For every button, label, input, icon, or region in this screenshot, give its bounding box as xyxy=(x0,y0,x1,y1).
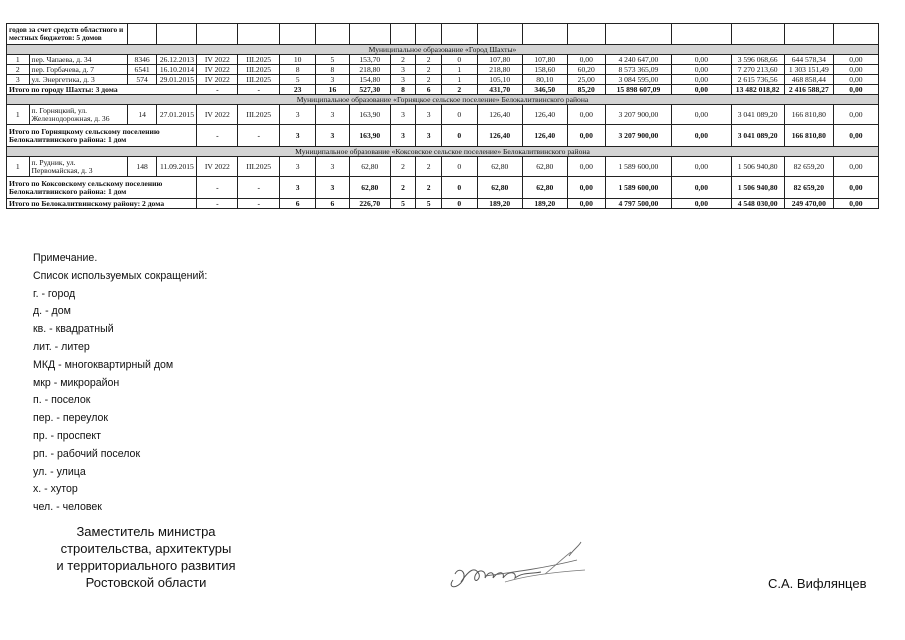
table-cell: 189,20 xyxy=(522,199,567,209)
table-cell xyxy=(784,24,833,45)
total-label: Итого по Горняцкому сельскому поселению Белокалитвинского района: 1 дом xyxy=(7,125,197,147)
abbreviation-item: чел. - человек xyxy=(33,501,102,514)
table-cell: 82 659,20 xyxy=(784,157,833,177)
table-cell: - xyxy=(197,125,238,147)
register-table-body xyxy=(7,24,879,209)
table-cell: 0,00 xyxy=(672,105,731,125)
table-cell: 153,70 xyxy=(349,55,390,65)
section-title: Муниципальное образование «Горняцкое сельское поселение» Белокалитвинского района xyxy=(7,95,879,105)
table-cell: 3 xyxy=(280,157,316,177)
table-cell: 26.12.2013 xyxy=(157,55,197,65)
abbreviation-item: д. - дом xyxy=(33,305,71,318)
table-cell: 1 303 151,49 xyxy=(784,65,833,75)
table-cell: 148 xyxy=(127,157,157,177)
table-cell xyxy=(441,24,477,45)
table-cell: - xyxy=(197,85,238,95)
table-cell: 3 596 068,66 xyxy=(731,55,784,65)
table-cell: 0,00 xyxy=(833,125,878,147)
table-cell: 249 470,00 xyxy=(784,199,833,209)
abbreviation-item: кв. - квадратный xyxy=(33,323,114,336)
table-cell: 1 xyxy=(441,65,477,75)
table-cell: 3 041 089,20 xyxy=(731,125,784,147)
table-cell: 2 xyxy=(416,55,442,65)
table-row xyxy=(7,157,879,177)
table-cell: IV 2022 xyxy=(197,105,238,125)
abbreviation-item: рп. - рабочий поселок xyxy=(33,447,141,460)
table-cell: - xyxy=(238,199,280,209)
table-cell: 5 xyxy=(316,55,350,65)
table-cell: 62,80 xyxy=(349,177,390,199)
table-cell: 107,80 xyxy=(477,55,522,65)
table-cell: IV 2022 xyxy=(197,75,238,85)
table-cell: 0 xyxy=(441,177,477,199)
signatory-title xyxy=(30,523,262,591)
signatory-title-line: и территориального развития xyxy=(56,558,236,573)
table-cell: 0,00 xyxy=(567,125,605,147)
total-label: Итого по Белокалитвинскому району: 2 дома xyxy=(7,199,197,209)
table-cell: 62,80 xyxy=(522,157,567,177)
abbreviation-item: ул. - улица xyxy=(33,465,86,478)
table-cell: п. Горняцкий, ул. Железнодорожная, д. 36 xyxy=(29,105,127,125)
table-cell: 3 xyxy=(280,125,316,147)
top-fragment-row xyxy=(7,24,879,45)
table-cell: 1 589 600,00 xyxy=(605,177,672,199)
table-cell: 6 xyxy=(416,85,442,95)
table-cell: 14 xyxy=(127,105,157,125)
signatory-title-line: Заместитель министра xyxy=(76,524,216,539)
table-cell: пер. Чапаева, д. 34 xyxy=(29,55,127,65)
abbreviation-item: п. - поселок xyxy=(33,394,91,407)
table-cell xyxy=(416,24,442,45)
table-cell xyxy=(280,24,316,45)
table-cell: 15 898 607,09 xyxy=(605,85,672,95)
table-cell xyxy=(477,24,522,45)
table-cell: III.2025 xyxy=(238,55,280,65)
abbreviation-item: мкр - микрорайон xyxy=(33,376,120,389)
table-cell: 0,00 xyxy=(833,157,878,177)
table-cell: 23 xyxy=(280,85,316,95)
table-row xyxy=(7,105,879,125)
total-row xyxy=(7,85,879,95)
table-cell: 2 xyxy=(390,157,416,177)
table-cell: 2 xyxy=(416,157,442,177)
table-cell: 1 506 940,80 xyxy=(731,177,784,199)
table-cell: 218,80 xyxy=(349,65,390,75)
table-cell xyxy=(349,24,390,45)
table-cell: III.2025 xyxy=(238,105,280,125)
table-cell: 3 xyxy=(390,75,416,85)
abbreviation-item: пр. - проспект xyxy=(33,429,102,442)
table-cell: 11.09.2015 xyxy=(157,157,197,177)
table-cell: 3 084 595,00 xyxy=(605,75,672,85)
signatory-title-line: строительства, архитектуры xyxy=(60,541,232,556)
table-cell: 1 506 940,80 xyxy=(731,157,784,177)
table-cell: 163,90 xyxy=(349,125,390,147)
table-cell: 2 xyxy=(390,55,416,65)
table-cell: 3 xyxy=(390,125,416,147)
table-cell: 346,50 xyxy=(522,85,567,95)
table-cell: 3 xyxy=(316,157,350,177)
table-cell: IV 2022 xyxy=(197,65,238,75)
table-cell xyxy=(672,24,731,45)
table-cell: 431,70 xyxy=(477,85,522,95)
table-cell: - xyxy=(197,199,238,209)
table-cell: 0 xyxy=(441,55,477,65)
table-cell: 189,20 xyxy=(477,199,522,209)
table-cell: 0,00 xyxy=(567,157,605,177)
table-cell: 2 xyxy=(7,65,30,75)
section-header-row xyxy=(7,147,879,157)
table-cell: 8346 xyxy=(127,55,157,65)
table-cell: 2 xyxy=(416,65,442,75)
table-cell: 0,00 xyxy=(833,85,878,95)
table-cell: 3 xyxy=(316,177,350,199)
table-cell xyxy=(157,24,197,45)
abbreviation-item: г. - город xyxy=(33,287,76,300)
table-cell: 2 615 736,56 xyxy=(731,75,784,85)
table-cell xyxy=(390,24,416,45)
table-row xyxy=(7,55,879,65)
table-cell: 154,80 xyxy=(349,75,390,85)
table-cell: 0,00 xyxy=(672,55,731,65)
total-label: Итого по Коксовскому сельскому поселению Белокалитвинского района: 1 дом xyxy=(7,177,197,199)
table-cell: 3 xyxy=(316,75,350,85)
table-cell: 2 xyxy=(416,75,442,85)
table-cell: 1 xyxy=(7,157,30,177)
table-cell: 0,00 xyxy=(833,65,878,75)
table-cell: 644 578,34 xyxy=(784,55,833,65)
table-cell: 0,00 xyxy=(567,55,605,65)
table-cell: 1 xyxy=(7,105,30,125)
table-cell: 0,00 xyxy=(833,199,878,209)
table-cell: 3 xyxy=(390,105,416,125)
table-cell: 62,80 xyxy=(477,157,522,177)
table-cell: 527,30 xyxy=(349,85,390,95)
table-cell: III.2025 xyxy=(238,157,280,177)
table-cell: 60,20 xyxy=(567,65,605,75)
table-cell: 0,00 xyxy=(672,65,731,75)
table-cell: 82 659,20 xyxy=(784,177,833,199)
table-cell: 166 810,80 xyxy=(784,125,833,147)
table-cell: 0,00 xyxy=(833,177,878,199)
abbreviation-item: лит. - литер xyxy=(33,340,90,353)
table-cell: 0,00 xyxy=(672,125,731,147)
total-row xyxy=(7,177,879,199)
table-cell: 8 xyxy=(390,85,416,95)
total-row xyxy=(7,125,879,147)
notes-heading: Примечание. xyxy=(33,252,98,264)
table-cell: 3 xyxy=(7,75,30,85)
handwritten-signature xyxy=(445,536,595,598)
table-cell: 3 xyxy=(390,65,416,75)
table-cell xyxy=(567,24,605,45)
table-cell: - xyxy=(238,125,280,147)
table-cell: 107,80 xyxy=(522,55,567,65)
table-cell: 0,00 xyxy=(672,199,731,209)
table-cell: 0,00 xyxy=(833,55,878,65)
table-cell: пер. Горбачева, д. 7 xyxy=(29,65,127,75)
table-cell: 6 xyxy=(280,199,316,209)
notes-block xyxy=(33,250,207,517)
table-cell: - xyxy=(238,177,280,199)
table-cell xyxy=(605,24,672,45)
table-cell: 0,00 xyxy=(567,105,605,125)
table-cell: 0 xyxy=(441,105,477,125)
signatory-title-line: Ростовской области xyxy=(85,575,207,590)
table-cell xyxy=(127,24,157,45)
abbreviation-item: пер. - переулок xyxy=(33,412,109,425)
table-cell: 4 797 500,00 xyxy=(605,199,672,209)
table-row xyxy=(7,65,879,75)
table-cell: 0,00 xyxy=(672,75,731,85)
table-cell xyxy=(316,24,350,45)
table-cell: 5 xyxy=(416,199,442,209)
table-cell: 1 xyxy=(441,75,477,85)
table-cell: 218,80 xyxy=(477,65,522,75)
table-cell: 3 xyxy=(316,125,350,147)
section-header-row xyxy=(7,45,879,55)
table-cell: 0,00 xyxy=(567,177,605,199)
total-row xyxy=(7,199,879,209)
table-cell: 0 xyxy=(441,125,477,147)
top-fragment-text: годов за счет средств областного и местных бюджетов: 5 домов xyxy=(7,24,128,45)
table-cell xyxy=(522,24,567,45)
table-cell: 0 xyxy=(441,199,477,209)
table-cell: 3 xyxy=(316,105,350,125)
table-cell: III.2025 xyxy=(238,65,280,75)
table-cell: 0,00 xyxy=(833,75,878,85)
table-cell: IV 2022 xyxy=(197,55,238,65)
table-cell: 158,60 xyxy=(522,65,567,75)
table-cell: 4 240 647,00 xyxy=(605,55,672,65)
table-cell: 126,40 xyxy=(522,105,567,125)
table-cell: 3 041 089,20 xyxy=(731,105,784,125)
table-cell: 8 xyxy=(280,65,316,75)
table-cell: III.2025 xyxy=(238,75,280,85)
section-title: Муниципальное образование «Коксовское сельское поселение» Белокалитвинского района xyxy=(7,147,879,157)
section-title: Муниципальное образование «Город Шахты» xyxy=(7,45,879,55)
table-cell: 0 xyxy=(441,157,477,177)
table-cell: 3 xyxy=(416,125,442,147)
table-cell: 3 207 900,00 xyxy=(605,105,672,125)
table-cell: 62,80 xyxy=(349,157,390,177)
table-cell: п. Рудник, ул. Первомайская, д. 3 xyxy=(29,157,127,177)
table-cell: 5 xyxy=(280,75,316,85)
table-cell: 3 xyxy=(280,105,316,125)
register-table xyxy=(6,23,879,209)
table-cell: 166 810,80 xyxy=(784,105,833,125)
table-cell: 163,90 xyxy=(349,105,390,125)
table-cell xyxy=(731,24,784,45)
table-cell: 1 xyxy=(7,55,30,65)
table-cell xyxy=(238,24,280,45)
notes-list-title: Список используемых сокращений: xyxy=(33,269,208,282)
abbreviation-list xyxy=(33,286,207,517)
table-cell: 3 xyxy=(280,177,316,199)
table-cell: 5 xyxy=(390,199,416,209)
table-cell: 16.10.2014 xyxy=(157,65,197,75)
signatory-name: С.А. Вифлянцев xyxy=(768,576,867,591)
table-cell: 80,10 xyxy=(522,75,567,85)
table-cell: 6541 xyxy=(127,65,157,75)
table-cell: 226,70 xyxy=(349,199,390,209)
table-cell: 105,10 xyxy=(477,75,522,85)
table-cell: 27.01.2015 xyxy=(157,105,197,125)
table-cell: 126,40 xyxy=(477,105,522,125)
table-cell: 4 548 030,00 xyxy=(731,199,784,209)
table-cell: 126,40 xyxy=(522,125,567,147)
total-label: Итого по городу Шахты: 3 дома xyxy=(7,85,197,95)
table-cell: 25,00 xyxy=(567,75,605,85)
table-cell: 126,40 xyxy=(477,125,522,147)
table-cell: 8 573 365,09 xyxy=(605,65,672,75)
table-cell: 2 xyxy=(416,177,442,199)
table-cell: - xyxy=(197,177,238,199)
table-cell: 1 589 600,00 xyxy=(605,157,672,177)
table-cell: 0,00 xyxy=(672,157,731,177)
table-row xyxy=(7,75,879,85)
table-cell: 574 xyxy=(127,75,157,85)
table-cell: 6 xyxy=(316,199,350,209)
table-cell: 13 482 018,82 xyxy=(731,85,784,95)
table-cell: 8 xyxy=(316,65,350,75)
table-cell: - xyxy=(238,85,280,95)
table-cell: 16 xyxy=(316,85,350,95)
table-cell: 0,00 xyxy=(567,199,605,209)
table-cell xyxy=(833,24,878,45)
table-cell: 2 xyxy=(441,85,477,95)
table-cell: 62,80 xyxy=(477,177,522,199)
table-cell: IV 2022 xyxy=(197,157,238,177)
table-cell: 0,00 xyxy=(672,85,731,95)
table-cell: 3 207 900,00 xyxy=(605,125,672,147)
table-cell: 0,00 xyxy=(672,177,731,199)
abbreviation-item: МКД - многоквартирный дом xyxy=(33,358,174,371)
table-cell: ул. Энергетика, д. 3 xyxy=(29,75,127,85)
table-cell: 2 416 588,27 xyxy=(784,85,833,95)
table-cell: 29.01.2015 xyxy=(157,75,197,85)
section-header-row xyxy=(7,95,879,105)
abbreviation-item: х. - хутор xyxy=(33,483,78,496)
table-cell xyxy=(197,24,238,45)
table-cell: 3 xyxy=(416,105,442,125)
table-cell: 62,80 xyxy=(522,177,567,199)
table-cell: 0,00 xyxy=(833,105,878,125)
table-cell: 7 270 213,60 xyxy=(731,65,784,75)
table-cell: 10 xyxy=(280,55,316,65)
table-cell: 85,20 xyxy=(567,85,605,95)
table-cell: 468 858,44 xyxy=(784,75,833,85)
table-cell: 2 xyxy=(390,177,416,199)
